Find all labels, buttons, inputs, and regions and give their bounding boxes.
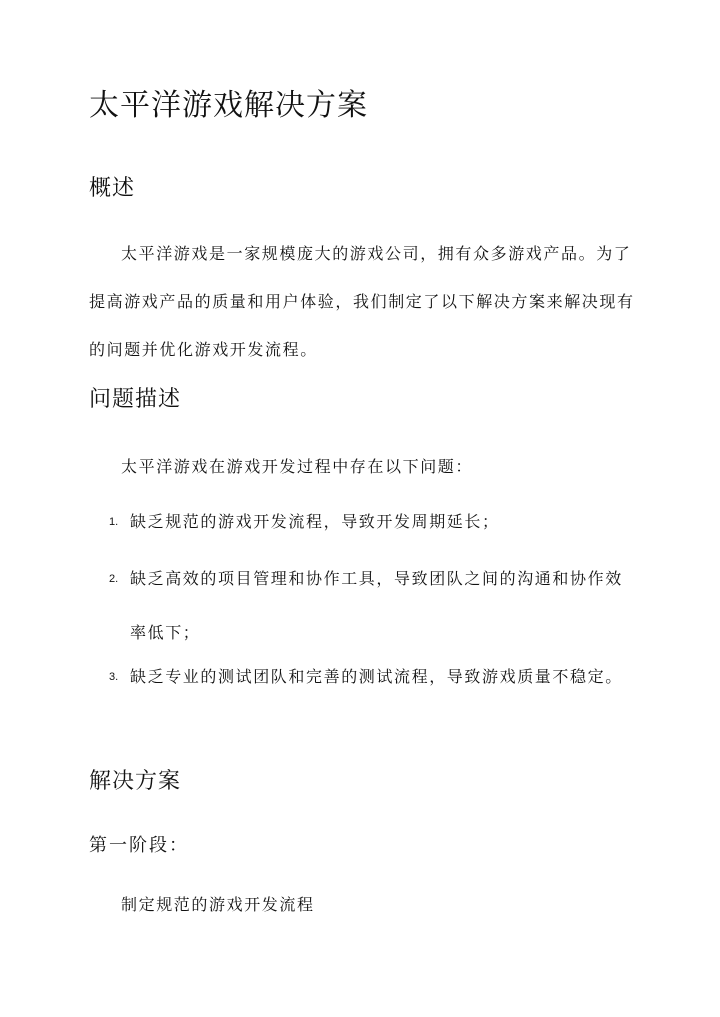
problems-intro: 太平洋游戏在游戏开发过程中存在以下问题： bbox=[121, 457, 474, 476]
list-item-text: 缺乏专业的测试团队和完善的测试流程，导致游戏质量不稳定。 bbox=[130, 667, 623, 686]
overview-paragraph: 太平洋游戏是一家规模庞大的游戏公司，拥有众多游戏产品。为了提高游戏产品的质量和用户体验，我们制定了以下解决方案来解决现有的问题并优化游戏开发流程。 bbox=[89, 244, 635, 359]
list-item-text: 缺乏高效的项目管理和协作工具，导致团队之间的沟通和协作效率低下； bbox=[130, 569, 623, 642]
overview-heading: 概述 bbox=[89, 176, 136, 201]
phase1-heading: 第一阶段： bbox=[89, 835, 189, 856]
list-item-number: 2. bbox=[109, 573, 119, 585]
list-item-number: 1. bbox=[109, 516, 119, 528]
phase1-item: 制定规范的游戏开发流程 bbox=[121, 895, 315, 914]
problems-heading: 问题描述 bbox=[89, 387, 182, 412]
solution-heading: 解决方案 bbox=[89, 769, 182, 794]
list-item-text: 缺乏规范的游戏开发流程，导致开发周期延长； bbox=[130, 512, 500, 531]
list-item-number: 3. bbox=[109, 671, 119, 683]
page-title: 太平洋游戏解决方案 bbox=[89, 88, 368, 123]
